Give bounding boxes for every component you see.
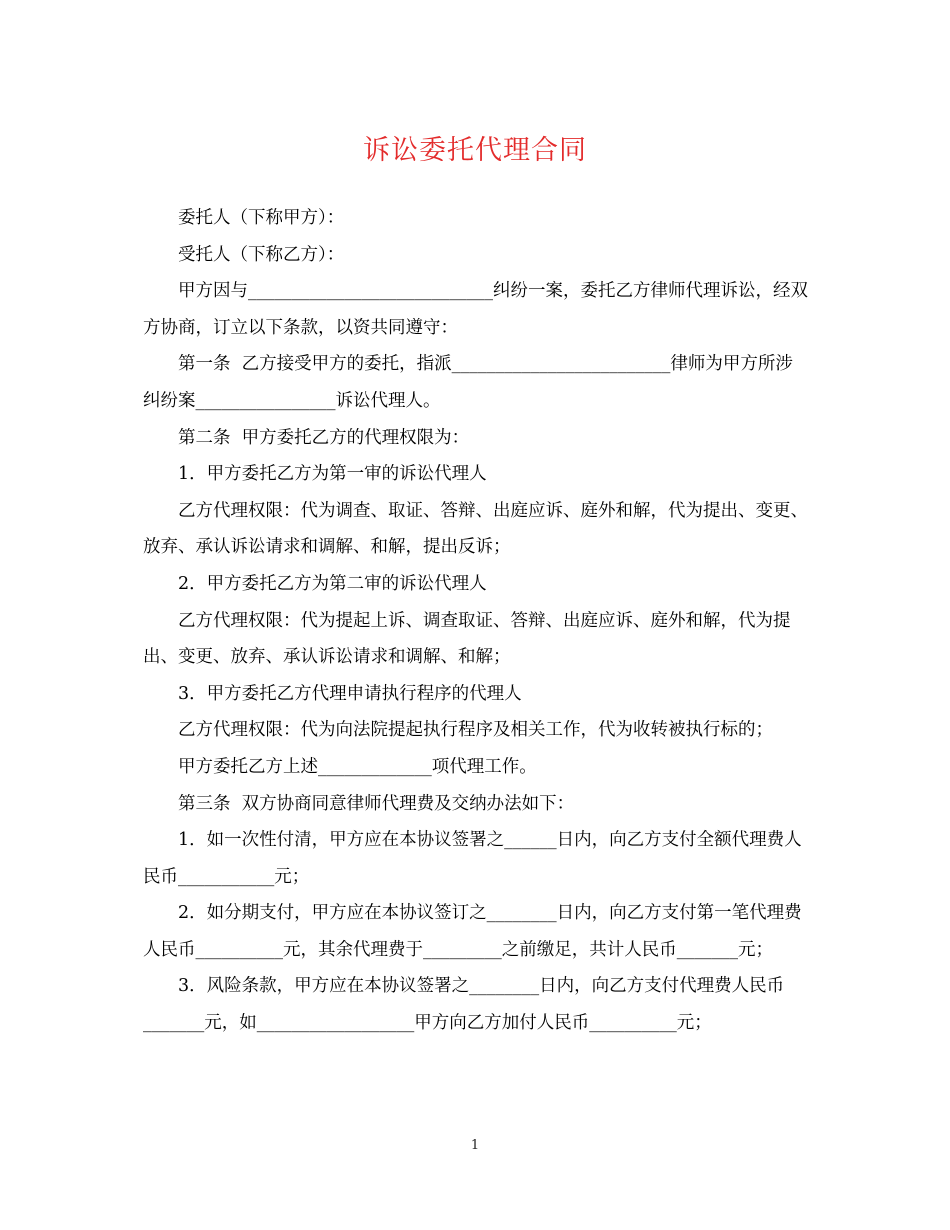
page-number: 1: [470, 1138, 480, 1153]
document-title: 诉讼委托代理合同: [363, 135, 587, 166]
paragraph-fee-installment: 2．如分期支付，甲方应在本协议签订之________日内，向乙方支付第一笔代理费人民币__________元，其余代理费于_________之前缴足，共计人民币_______元；: [143, 903, 802, 960]
paragraph-agent: 受托人（下称乙方）：: [178, 244, 345, 265]
paragraph-fee-lump-sum: 1．如一次性付清，甲方应在本协议签署之______日内，向乙方支付全额代理费人民币___________元；: [143, 830, 802, 887]
paragraph-item-second-instance: 2．甲方委托乙方为第二审的诉讼代理人: [178, 573, 487, 594]
paragraph-item-first-instance: 1．甲方委托乙方为第一审的诉讼代理人: [178, 464, 487, 485]
paragraph-fee-risk: 3．风险条款，甲方应在本协议签署之________日内，向乙方支付代理费人民币_______元，如__________________甲方向乙方加付人民币__________元；: [143, 976, 785, 1034]
paragraph-article-2-heading: 第二条 甲方委托乙方的代理权限为：: [178, 427, 470, 448]
paragraph-authority-execution: 乙方代理权限：代为向法院提起执行程序及相关工作，代为收转被执行标的；: [178, 720, 773, 741]
paragraph-authority-first-instance: 乙方代理权限：代为调查、取证、答辩、出庭应诉、庭外和解，代为提出、变更、放弃、承认诉讼请求和调解、和解，提出反诉；: [143, 500, 808, 558]
paragraph-authority-second-instance: 乙方代理权限：代为提起上诉、调查取证、答辩、出庭应诉、庭外和解，代为提出、变更、放弃、承认诉讼请求和调解、和解；: [143, 610, 791, 668]
paragraph-article-3-heading: 第三条 双方协商同意律师代理费及交纳办法如下：: [178, 793, 575, 814]
document-body: [143, 200, 808, 1042]
paragraph-principal: 委托人（下称甲方）：: [178, 208, 345, 228]
paragraph-preamble: 甲方因与____________________________纠纷一案，委托乙方律师代理诉讼，经双方协商，订立以下条款，以资共同遵守：: [143, 281, 808, 338]
paragraph-article-1: 第一条 乙方接受甲方的委托，指派_________________________律师为甲方所涉纠纷案________________诉讼代理人。: [143, 354, 793, 411]
paragraph-entrusted-items: 甲方委托乙方上述_____________项代理工作。: [178, 756, 537, 777]
paragraph-item-execution: 3．甲方委托乙方代理申请执行程序的代理人: [178, 683, 522, 704]
